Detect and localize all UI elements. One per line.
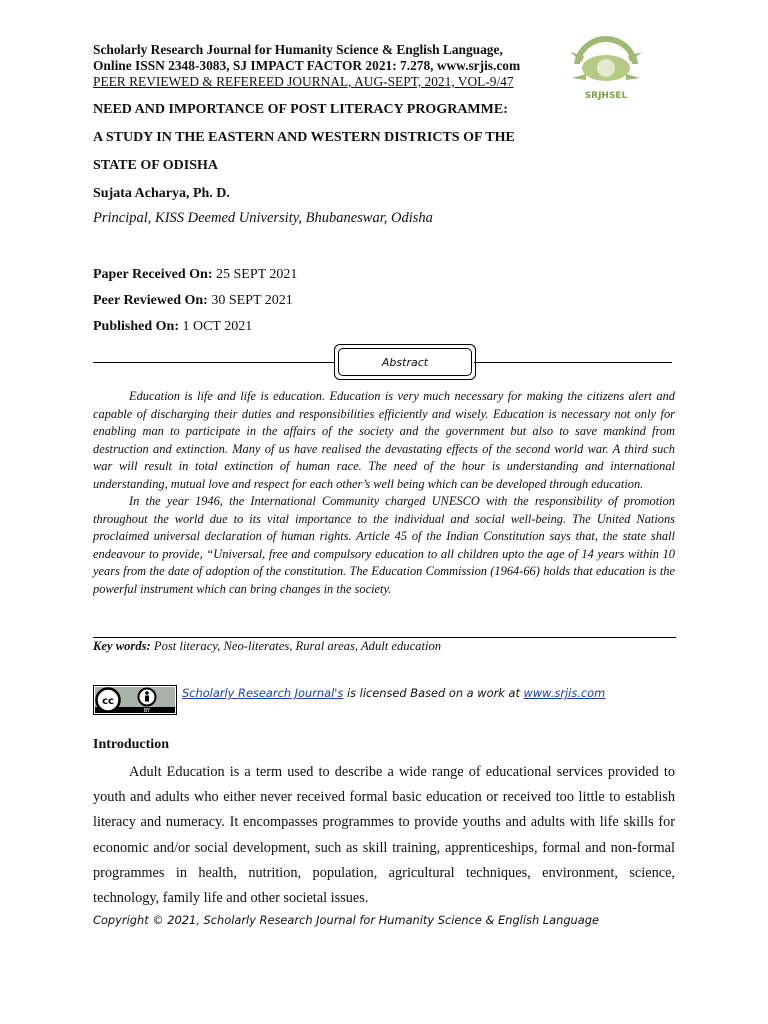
paper-title [93,96,613,180]
keywords [93,638,441,655]
abstract-heading-box [334,344,476,380]
author-affiliation: Principal, KISS Deemed University, Bhubaneswar, Odisha [93,210,433,226]
website-link[interactable]: www.srjis.com [523,686,606,700]
abstract-heading: Abstract [338,348,472,376]
svg-text:cc: cc [102,696,114,707]
license-text: Scholarly Research Journal's is licensed Based on a work at www.srjis.com [182,686,606,700]
journal-link[interactable]: Scholarly Research Journal's [182,686,344,700]
received-date: Paper Received On: 25 SEPT 2021 [93,267,298,282]
published-date: Published On: 1 OCT 2021 [93,319,253,334]
journal-header [93,42,563,90]
cc-badge-text: BY [143,708,151,714]
journal-name: Scholarly Research Journal for Humanity Science & English Language, [93,42,503,57]
logo-text: SRJHSEL [584,91,628,101]
author-name: Sujata Acharya, Ph. D. [93,186,230,201]
abstract-rule-right [474,362,672,363]
journal-issn: Online ISSN 2348-3083, SJ IMPACT FACTOR 2021: 7.278, www.srjis.com [93,58,521,73]
introduction-text [93,760,675,911]
introduction-paragraph: Adult Education is a term used to describe a wide range of educational services provided to youth and adults who either never received formal basic education or received too little to establish literacy and numeracy. It encompasses programmes to provide youths and adults with life skills for economic and/or social development, such as skill training, apprenticeships, formal and non-formal programmes in health, nutrition, population, agricultural techniques, environment, science, technology, family life and other societal issues. [93,764,675,907]
abstract-paragraph: Education is life and life is education. Education is very much necessary for making the citizens alert and capable of discharging their duties and responsibilities efficiently and wisely. Education is necessary not only for enabling man to participate in the affairs of the society and the government but also to save mankind from destruction and extinction. Many of us have realised the devastating effects of the second world war. A third such war will result in total extinction of human race. The need of the hour is understanding and international understanding, mutual love and respect for each other’s well being which can be developed through education. [93,389,675,491]
abstract-text [93,388,675,598]
journal-volume: PEER REVIEWED & REFEREED JOURNAL, AUG-SEPT, 2021, VOL-9/47 [93,74,514,89]
abstract-rule-left [93,362,334,363]
introduction-heading: Introduction [93,737,169,752]
paper-dates [93,262,297,340]
abstract-paragraph: In the year 1946, the International Community charged UNESCO with the responsibility of promotion throughout the world due to its vital importance to the individual and social well-being. The United Nations proclaimed universal declaration of human rights. Article 45 of the Indian Constitution says that, the state shall endeavour to provide, “Universal, free and compulsory education to all children upto the age of 14 years within 10 years from the date of adoption of the constitution. The Education Commission (1964-66) holds that education is the powerful instrument which can bring changes in the society. [93,494,675,596]
title-line: NEED AND IMPORTANCE OF POST LITERACY PROGRAMME: [93,102,508,117]
title-line: STATE OF ODISHA [93,158,218,173]
keywords-label: Key words: [93,639,151,653]
copyright-footer: Copyright © 2021, Scholarly Research Journal for Humanity Science & English Language [93,913,599,927]
reviewed-date: Peer Reviewed On: 30 SEPT 2021 [93,293,293,308]
cc-by-license-icon[interactable] [93,685,177,715]
keywords-value: Post literacy, Neo-literates, Rural areas, Adult education [153,639,442,653]
title-line: A STUDY IN THE EASTERN AND WESTERN DISTRICTS OF THE [93,130,515,145]
